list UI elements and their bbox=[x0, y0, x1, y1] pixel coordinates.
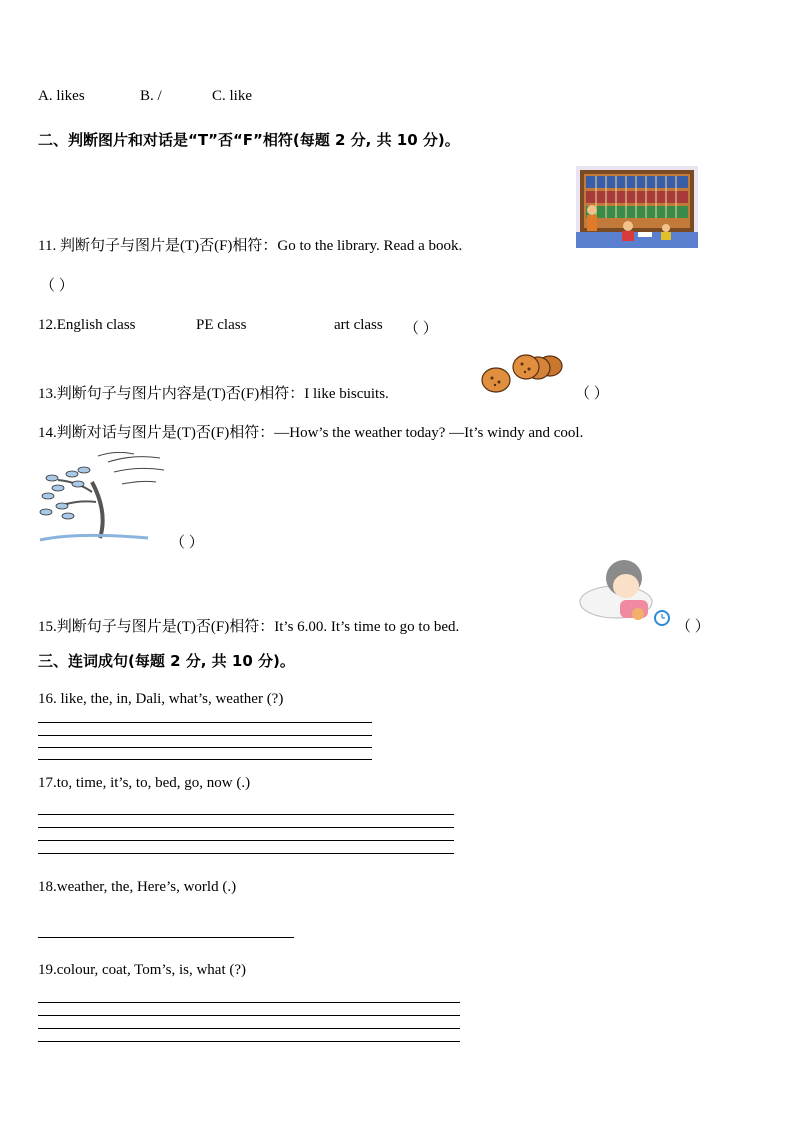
q12-pe-class: PE class bbox=[196, 317, 247, 333]
q17-answer-line[interactable] bbox=[38, 853, 454, 854]
q11-answer-paren[interactable]: （ ） bbox=[40, 278, 74, 294]
q12-answer-paren[interactable]: （ ） bbox=[404, 321, 438, 337]
q19-answer-line[interactable] bbox=[38, 1028, 460, 1029]
sleeping-girl-picture bbox=[576, 552, 676, 632]
biscuits-picture bbox=[480, 352, 566, 396]
q19-answer-line[interactable] bbox=[38, 1002, 460, 1003]
q12-english-class: 12.English class bbox=[38, 317, 136, 333]
q13-text: 13.判断句子与图片内容是(T)否(F)相符：I like biscuits. bbox=[38, 386, 389, 402]
q18-text: 18.weather, the, Here’s, world (.) bbox=[38, 879, 237, 895]
q16-answer-line[interactable] bbox=[38, 735, 372, 736]
option-b: B. / bbox=[140, 88, 162, 104]
q19-answer-line[interactable] bbox=[38, 1015, 460, 1016]
q15-answer-paren[interactable]: （ ） bbox=[676, 619, 710, 635]
q14-text: 14.判断对话与图片是(T)否(F)相符：—How’s the weather today? —It’s windy and cool. bbox=[38, 425, 584, 441]
library-picture bbox=[576, 166, 698, 248]
q19-text: 19.colour, coat, Tom’s, is, what (?) bbox=[38, 962, 247, 978]
q16-text: 16. like, the, in, Dali, what’s, weather (?) bbox=[38, 691, 284, 707]
q15-text: 15.判断句子与图片是(T)否(F)相符：It’s 6.00. It’s time to go to bed. bbox=[38, 619, 460, 635]
option-c: C. like bbox=[212, 88, 252, 104]
q16-answer-line[interactable] bbox=[38, 722, 372, 723]
section-2-title: 二、判断图片和对话是“T”否“F”相符(每题 2 分, 共 10 分)。 bbox=[38, 131, 460, 149]
q14-answer-paren[interactable]: （ ） bbox=[170, 535, 204, 551]
q19-answer-line[interactable] bbox=[38, 1041, 460, 1042]
section-3-title: 三、连词成句(每题 2 分, 共 10 分)。 bbox=[38, 652, 295, 670]
q16-answer-line[interactable] bbox=[38, 747, 372, 748]
q13-answer-paren[interactable]: （ ） bbox=[575, 386, 609, 402]
q17-answer-line[interactable] bbox=[38, 827, 454, 828]
q12-art-class: art class bbox=[334, 317, 383, 333]
q17-answer-line[interactable] bbox=[38, 814, 454, 815]
windy-tree-picture bbox=[38, 452, 166, 544]
q18-answer-line[interactable] bbox=[38, 937, 294, 938]
q11-text: 11. 判断句子与图片是(T)否(F)相符：Go to the library. Read a book. bbox=[38, 238, 463, 254]
q17-text: 17.to, time, it’s, to, bed, go, now (.) bbox=[38, 775, 251, 791]
q17-answer-line[interactable] bbox=[38, 840, 454, 841]
q16-answer-line[interactable] bbox=[38, 759, 372, 760]
option-a: A. likes bbox=[38, 88, 85, 104]
